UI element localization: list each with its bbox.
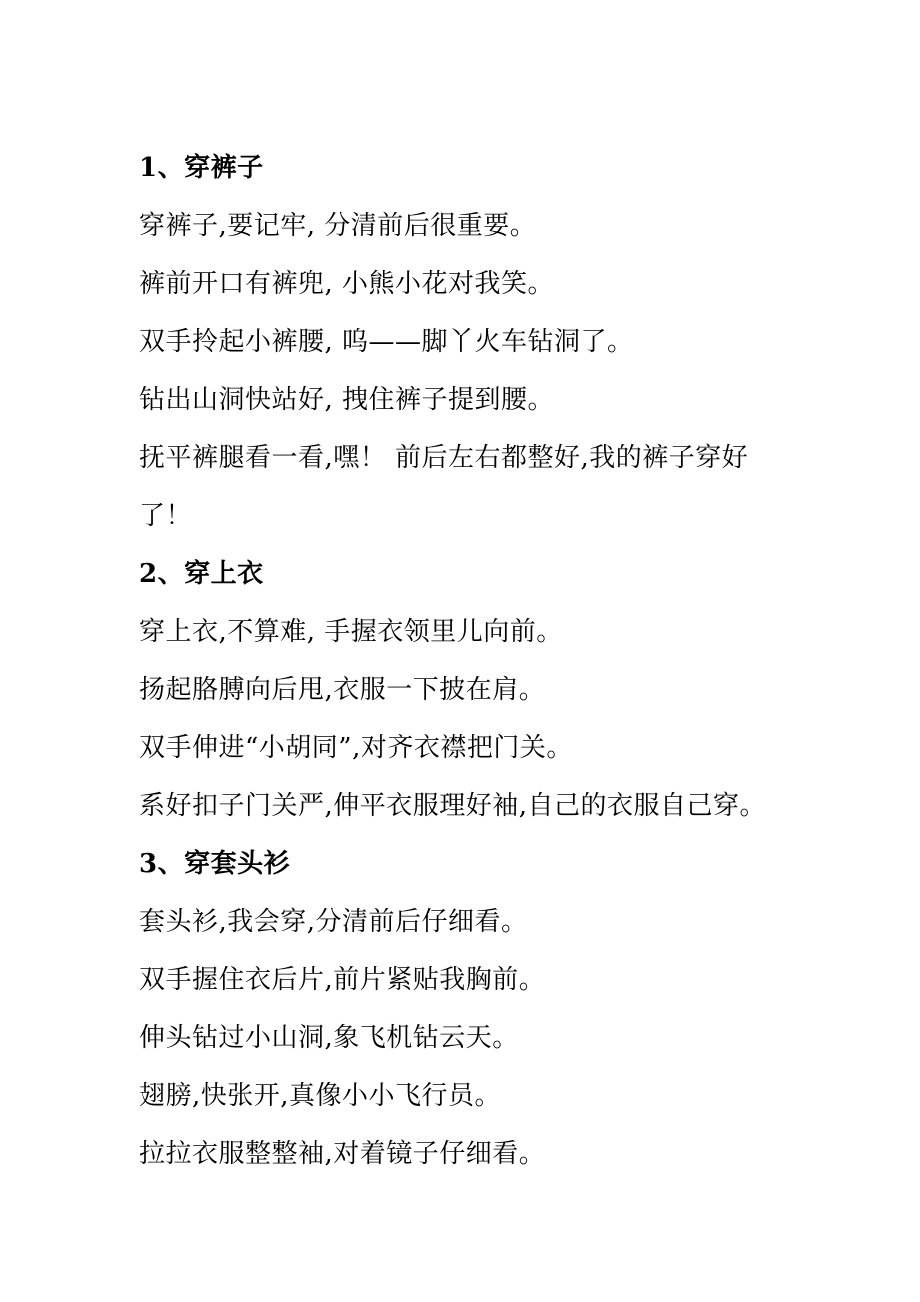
section-1-line-5: 抚平裤腿看一看,嘿！ 前后左右都整好,我的裤子穿好 — [139, 443, 749, 473]
section-2-line-1: 穿上衣,不算难, 手握衣领里儿向前。 — [139, 617, 563, 647]
section-3-line-3: 伸头钻过小山洞,象飞机钻云天。 — [139, 1023, 519, 1053]
section-3-line-1: 套头衫,我会穿,分清前后仔细看。 — [139, 907, 528, 937]
section-3-line-2: 双手握住衣后片,前片紧贴我胸前。 — [139, 965, 546, 995]
section-2-title: 2、穿上衣 — [139, 559, 264, 589]
section-1-line-4: 钻出山洞快站好, 拽住裤子提到腰。 — [139, 385, 555, 415]
section-1-line-2: 裤前开口有裤兜, 小熊小花对我笑。 — [139, 269, 555, 299]
section-3-line-4: 翅膀,快张开,真像小小飞行员。 — [139, 1081, 502, 1111]
section-3-line-5: 拉拉衣服整整袖,对着镜子仔细看。 — [139, 1139, 546, 1169]
section-3-title: 3、穿套头衫 — [139, 849, 291, 879]
section-2-line-4: 系好扣子门关严,伸平衣服理好袖,自己的衣服自己穿。 — [139, 791, 767, 821]
section-2-line-3: 双手伸进“小胡同”,对齐衣襟把门关。 — [139, 733, 573, 763]
section-1-line-6: 了！ — [139, 501, 193, 531]
section-1-line-1: 穿裤子,要记牢, 分清前后很重要。 — [139, 211, 537, 241]
section-2-line-2: 扬起胳膊向后甩,衣服一下披在肩。 — [139, 675, 546, 705]
section-1-line-3: 双手拎起小裤腰, 呜——脚丫火车钻洞了。 — [139, 327, 634, 357]
section-1-title: 1、穿裤子 — [139, 153, 264, 183]
